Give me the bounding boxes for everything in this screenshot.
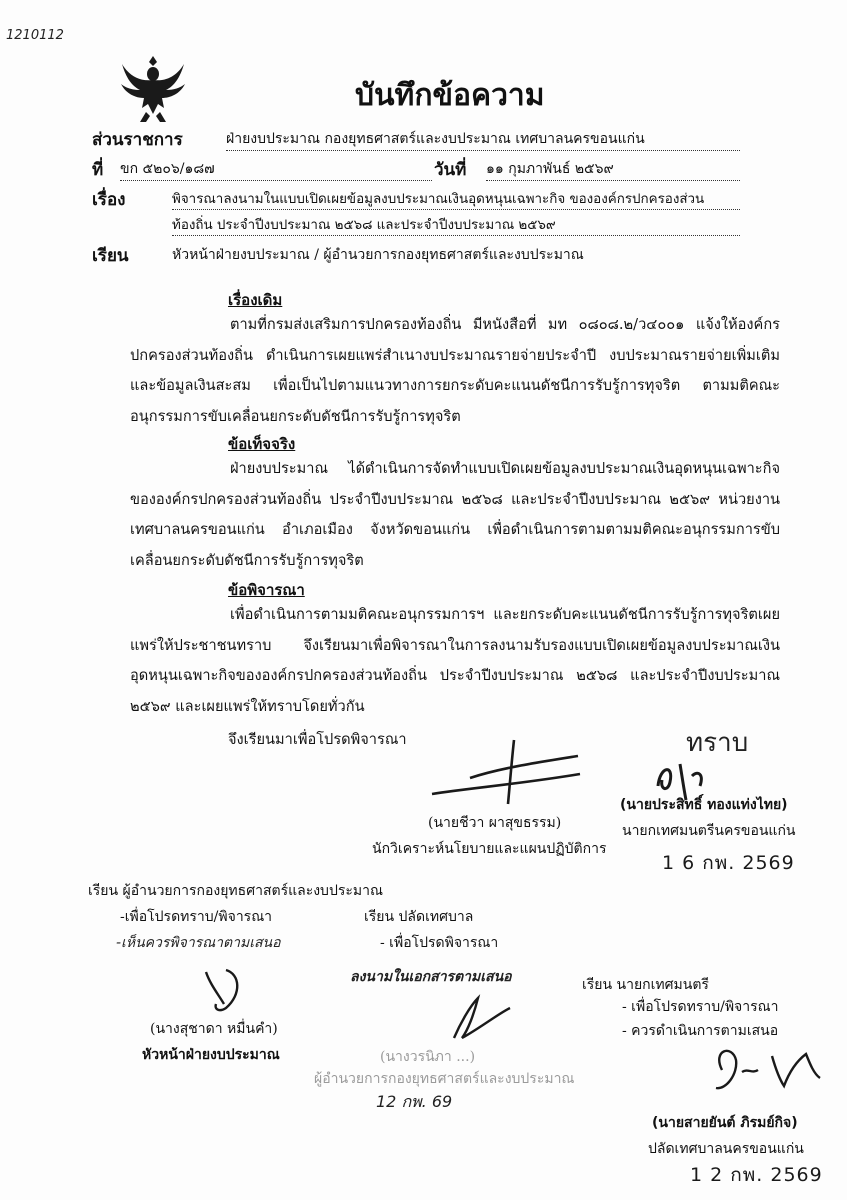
section-text: ฝ่ายงบประมาณ ได้ดำเนินการจัดทำแบบเปิดเผยข้อมูลงบประมาณเงินอุดหนุนเฉพาะกิจขององค์กรปกครองส่วนท้องถิ่น ประจำปีงบประมาณ ๒๕๖๘ และประจำปีงบประมาณ ๒๕๖๙ หน่วยงานเทศบาลนครขอนแก่น อำเภอเมือง จังหวัดขอนแก่น เพื่อดำเนินการตามตามมติคณะอนุกรรมการขับเคลื่อนยกระดับดัชนีการรับรู้การทุจริต [130,460,780,569]
routing2-purpose: - เพื่อโปรดพิจารณา [380,935,499,951]
subject-line-2: ท้องถิ่น ประจำปีงบประมาณ ๒๕๖๘ และประจำปีงบประมาณ ๒๕๖๙ [172,214,740,236]
garuda-emblem-icon [118,52,188,126]
acknowledge-word: ทราบ [686,728,749,758]
routing2-note: ลงนามในเอกสารตามเสนอ [350,969,512,985]
section-text: ตามที่กรมส่งเสริมการปกครองท้องถิ่น มีหนังสือที่ มท ๐๘๐๘.๒/ว๔๐๐๑ แจ้งให้องค์กรปกครองส่วนท้องถิ่น ดำเนินการเผยแพร่สำเนางบประมาณรายจ่ายประจำปี งบประมาณรายจ่ายเพิ่มเติม และข้อมูลเงินสะสม เพื่อเป็นไปตามแนวทางการยกระดับคะแนนดัชนีการรับรู้การทุจริต ตามมติคณะอนุกรรมการขับเคลื่อนยกระดับดัชนีการรับรู้การทุจริต [130,316,780,425]
director-date: 12 กพ. 69 [376,1092,453,1111]
routing3-note: - ควรดำเนินการตามเสนอ [622,1023,779,1039]
dept-value: ฝ่ายงบประมาณ กองยุทธศาสตร์และงบประมาณ เทศบาลนครขอนแก่น [226,128,740,151]
subject-line-1: พิจารณาลงนามในแบบเปิดเผยข้อมูลงบประมาณเงินอุดหนุนเฉพาะกิจ ขององค์กรปกครองส่วน [172,188,740,210]
section-body-background [130,310,780,432]
mayor-position: นายกเทศมนตรีนครขอนแก่น [622,823,796,839]
corner-note: 1210112 [6,28,64,43]
closing-line: จึงเรียนมาเพื่อโปรดพิจารณา [228,731,407,748]
clerk-position: ปลัดเทศบาลนครขอนแก่น [648,1141,804,1157]
doc-no-value: ขก ๕๒๐๖/๑๘๗ [120,158,432,181]
clerk-date-stamp: 1 2 กพ. 2569 [690,1164,823,1186]
routing1-note: -เห็นควรพิจารณาตามเสนอ [116,935,281,951]
dept-label: ส่วนราชการ [92,130,183,150]
routing2-to: เรียน ปลัดเทศบาล [364,909,474,925]
mayor-date-stamp: 1 6 กพ. 2569 [662,852,795,874]
date-value: ๑๑ กุมภาพันธ์ ๒๕๖๙ [486,158,740,181]
subject-label: เรื่อง [92,190,126,210]
analyst-position: นักวิเคราะห์นโยบายและแผนปฏิบัติการ [372,841,607,857]
budget-head-position: หัวหน้าฝ่ายงบประมาณ [142,1047,280,1063]
clerk-signature-icon [702,1040,832,1100]
section-heading-facts: ข้อเท็จจริง [228,435,296,453]
section-heading-background: เรื่องเดิม [228,291,283,309]
section-body-facts [130,454,780,576]
to-label: เรียน [92,246,129,266]
analyst-name: (นายชีวา ผาสุขธรรม) [428,815,562,831]
section-text: เพื่อดำเนินการตามมติคณะอนุกรรมการฯ และยกระดับคะแนนดัชนีการรับรู้การทุจริตเผยแพร่ให้ประชาชนทราบ จึงเรียนมาเพื่อพิจารณาในการลงนามรับรองแบบเปิดเผยข้อมูลงบประมาณเงินอุดหนุนเฉพาะกิจขององค์กรปกครองส่วนท้องถิ่น ประจำปีงบประมาณ ๒๕๖๘ และประจำปีงบประมาณ ๒๕๖๙ และเผยแพร่ให้ทราบโดยทั่วกัน [130,606,780,715]
to-value: หัวหน้าฝ่ายงบประมาณ / ผู้อำนวยการกองยุทธศาสตร์และงบประมาณ [172,247,584,263]
director-signature-icon [440,994,520,1044]
routing3-purpose: - เพื่อโปรดทราบ/พิจารณา [622,999,779,1015]
budget-head-name: (นางสุชาดา หมื่นคำ) [150,1021,278,1037]
doc-no-label: ที่ [92,160,104,180]
analyst-signature-icon [430,738,590,808]
clerk-name: (นายสายยันต์ ภิรมย์กิจ) [652,1115,798,1131]
director-position: ผู้อำนวยการกองยุทธศาสตร์และงบประมาณ [314,1071,575,1087]
date-label: วันที่ [434,160,467,180]
routing3-to: เรียน นายกเทศมนตรี [582,977,709,993]
budget-head-signature-icon [196,964,256,1018]
section-body-considerations [130,600,780,722]
memo-title: บันทึกข้อความ [355,78,545,113]
routing1-to: เรียน ผู้อำนวยการกองยุทธศาสตร์และงบประมาณ [88,883,383,899]
routing1-purpose: -เพื่อโปรดทราบ/พิจารณา [120,909,273,925]
section-heading-considerations: ข้อพิจารณา [228,581,305,599]
mayor-name: (นายประสิทธิ์ ทองแท่งไทย) [620,797,788,813]
director-name: (นางวรนิภา ...) [380,1049,476,1065]
